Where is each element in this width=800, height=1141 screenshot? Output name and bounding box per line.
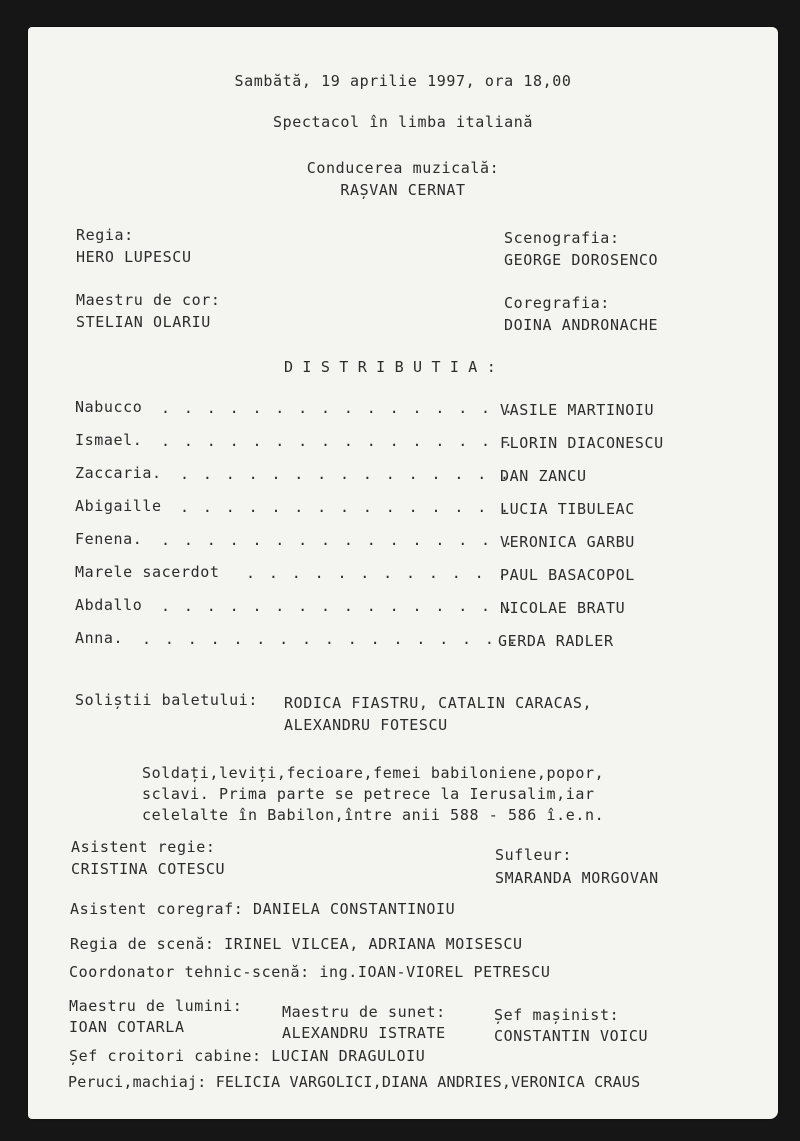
- set-design-label: Scenografia:: [504, 229, 620, 247]
- cast-singer: VERONICA GARBU: [500, 533, 635, 551]
- lighting-master-name: IOAN COTARLA: [69, 1018, 185, 1036]
- cast-role: Zaccaria.: [75, 464, 162, 482]
- performance-date: Sambătă, 19 aprilie 1997, ora 18,00: [234, 72, 572, 90]
- set-designer-name: GEORGE DOROSENCO: [504, 251, 659, 269]
- music-director-name: RAȘVAN CERNAT: [340, 181, 466, 199]
- cast-leader-dots: . . . . . . . . . . . . . . . .: [161, 432, 516, 450]
- music-direction-label: Conducerea muzicală:: [306, 159, 500, 177]
- ballet-soloists-names: RODICA FIASTRU, CATALIN CARACAS,: [284, 694, 593, 712]
- cast-singer: LUCIA TIBULEAC: [500, 500, 635, 518]
- program-page: [28, 27, 778, 1119]
- cast-role: Fenena.: [75, 530, 143, 548]
- cast-singer: FLORIN DIACONESCU: [500, 434, 664, 452]
- cast-heading: DISTRIBUTIA:: [284, 358, 506, 376]
- choir-master-name: STELIAN OLARIU: [76, 313, 211, 331]
- cast-role: Nabucco: [75, 398, 143, 416]
- cast-role: Marele sacerdot: [75, 563, 220, 581]
- choreography-label: Coregrafia:: [504, 294, 610, 312]
- cast-leader-dots: . . . . . . . . . . . . . . . . .: [142, 630, 520, 648]
- cast-leader-dots: . . . . . . . . . . . . . . . .: [161, 597, 516, 615]
- cast-leader-dots: . . . . . . . . . . . . . . . .: [161, 399, 516, 417]
- wigs-makeup: Peruci,machiaj: FELICIA VARGOLICI,DIANA ANDRIES,VERONICA CRAUS: [68, 1073, 641, 1091]
- cast-singer: VASILE MARTINOIU: [500, 401, 655, 419]
- sound-master-name: ALEXANDRU ISTRATE: [282, 1024, 446, 1042]
- choreographer-name: DOINA ANDRONACHE: [504, 316, 659, 334]
- stage-direction: Regia de scenă: IRINEL VILCEA, ADRIANA MOISESCU: [70, 935, 523, 953]
- synopsis-line: celelalte în Babilon,între anii 588 - 586 î.e.n.: [142, 806, 605, 824]
- director-name: HERO LUPESCU: [76, 248, 192, 266]
- cast-singer: GERDA RADLER: [498, 632, 614, 650]
- ballet-soloists-names-cont: ALEXANDRU FOTESCU: [284, 716, 448, 734]
- cast-role: Abdallo: [75, 596, 143, 614]
- direction-label: Regia:: [76, 226, 134, 244]
- cast-role: Ismael.: [75, 431, 143, 449]
- prompter-label: Sufleur:: [495, 846, 573, 864]
- cast-role: Anna.: [75, 629, 124, 647]
- cast-leader-dots: . . . . . . . . . . . .: [246, 564, 509, 582]
- cast-leader-dots: . . . . . . . . . . . . . . .: [180, 465, 512, 483]
- language-note: Spectacol în limba italiană: [272, 113, 534, 131]
- assistant-director-name: CRISTINA COTESCU: [71, 860, 226, 878]
- ballet-soloists-label: Soliștii baletului:: [75, 691, 258, 709]
- assistant-choreographer: Asistent coregraf: DANIELA CONSTANTINOIU: [70, 900, 456, 918]
- cast-singer: DAN ZANCU: [500, 467, 587, 485]
- technical-coordinator: Coordonator tehnic-scenă: ing.IOAN-VIOREL PETRESCU: [69, 963, 551, 981]
- prompter-name: SMARANDA MORGOVAN: [495, 869, 659, 887]
- lighting-master-label: Maestru de lumini:: [69, 997, 243, 1015]
- cast-singer: NICOLAE BRATU: [500, 599, 626, 617]
- choir-master-label: Maestru de cor:: [76, 291, 221, 309]
- chief-machinist-label: Șef mașinist:: [494, 1006, 620, 1024]
- cast-role: Abigaille: [75, 497, 162, 515]
- synopsis-line: Soldați,leviți,fecioare,femei babiloniene,popor,: [142, 764, 605, 782]
- cast-leader-dots: . . . . . . . . . . . . . . . .: [161, 531, 516, 549]
- sound-master-label: Maestru de sunet:: [282, 1003, 446, 1021]
- chief-costume-dresser: Șef croitori cabine: LUCIAN DRAGULOIU: [69, 1047, 426, 1065]
- assistant-director-label: Asistent regie:: [71, 838, 216, 856]
- synopsis-line: sclavi. Prima parte se petrece la Ierusalim,iar: [142, 785, 595, 803]
- cast-singer: PAUL BASACOPOL: [500, 566, 635, 584]
- cast-leader-dots: . . . . . . . . . . . . . . .: [180, 498, 512, 516]
- chief-machinist-name: CONSTANTIN VOICU: [494, 1027, 649, 1045]
